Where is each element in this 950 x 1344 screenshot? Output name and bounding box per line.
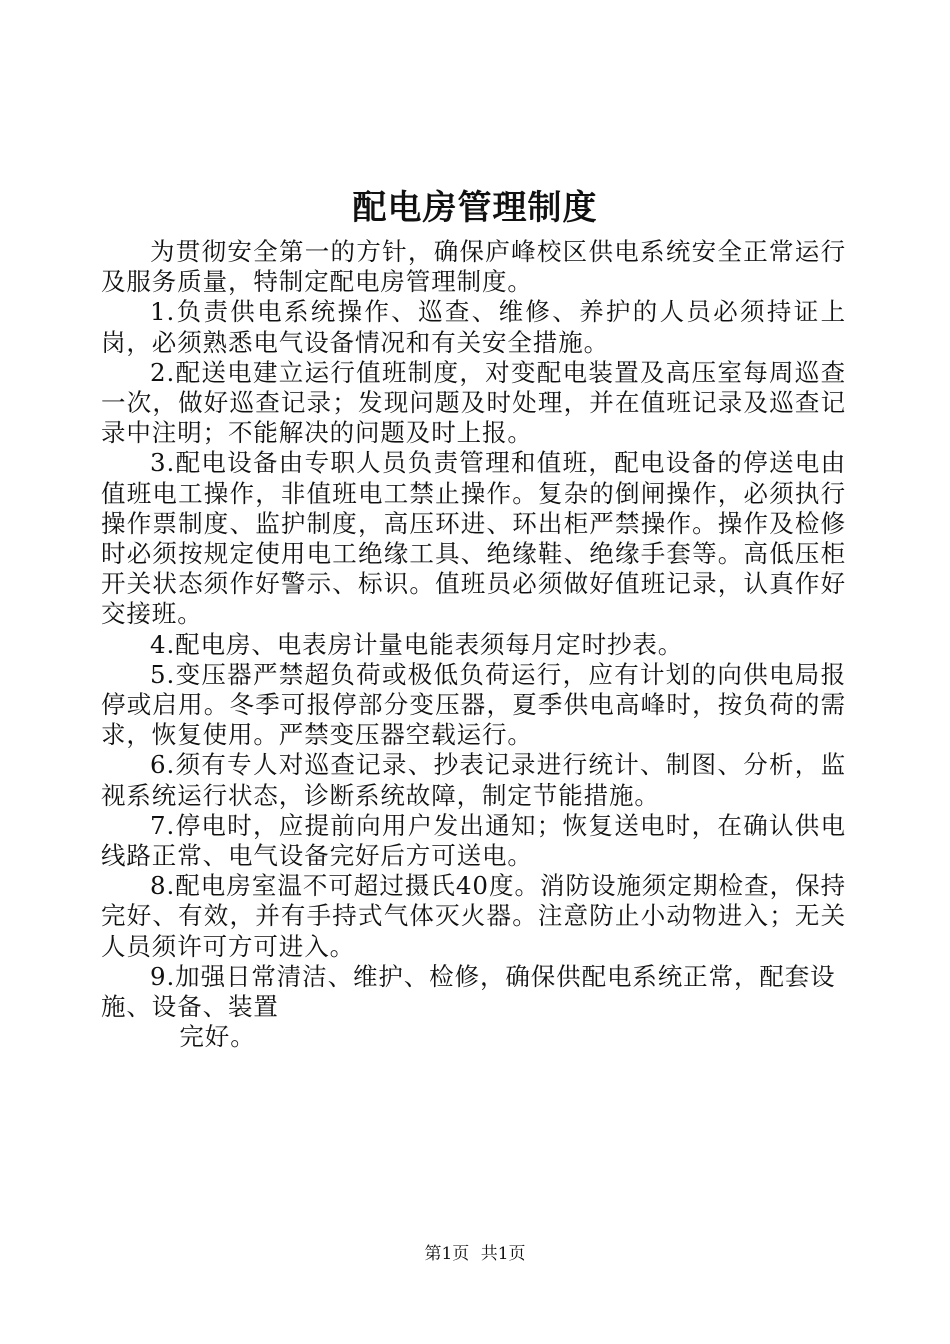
rule-3-paragraph: 3.配电设备由专职人员负责管理和值班，配电设备的停送电由值班电工操作，非值班电工禁止操作。复杂的倒闸操作，必须执行操作票制度、监护制度，高压环进、环出柜严禁操作。操作及检修时必须按规定使用电工绝缘工具、绝缘鞋、绝缘手套等。高低压柜开关状态须作好警示、标识。值班员必须做好值班记录，认真作好交接班。 — [101, 448, 846, 629]
rule-5-paragraph: 5.变压器严禁超负荷或极低负荷运行，应有计划的向供电局报停或启用。冬季可报停部分变压器，夏季供电高峰时，按负荷的需求，恢复使用。严禁变压器空载运行。 — [101, 659, 846, 750]
document-body — [101, 237, 846, 1052]
rule-6-paragraph: 6.须有专人对巡查记录、抄表记录进行统计、制图、分析，监视系统运行状态，诊断系统故障，制定节能措施。 — [101, 750, 846, 810]
rule-9-paragraph: 9.加强日常清洁、维护、检修，确保供配电系统正常，配套设施、设备、装置 — [101, 961, 836, 1022]
rule-1-paragraph: 1.负责供电系统操作、巡查、维修、养护的人员必须持证上岗，必须熟悉电气设备情况和有关安全措施。 — [101, 297, 846, 357]
rule-8-paragraph: 8.配电房室温不可超过摄氏40度。消防设施须定期检查，保持完好、有效，并有手持式气体灭火器。注意防止小动物进入；无关人员须许可方可进入。 — [101, 871, 846, 961]
page-total: 共1页 — [480, 1244, 526, 1264]
page-number: 第1页 — [424, 1244, 470, 1264]
page-footer — [0, 1242, 950, 1266]
rule-2-paragraph: 2.配送电建立运行值班制度，对变配电装置及高压室每周巡查一次，做好巡查记录；发现问题及时处理，并在值班记录及巡查记录中注明；不能解决的问题及时上报。 — [101, 357, 846, 448]
document-title: 配电房管理制度 — [352, 188, 598, 228]
rule-4-paragraph: 4.配电房、电表房计量电能表须每月定时抄表。 — [150, 629, 684, 659]
intro-paragraph: 为贯彻安全第一的方针，确保庐峰校区供电系统安全正常运行及服务质量，特制定配电房管理制度。 — [101, 237, 846, 297]
rule-7-paragraph: 7.停电时，应提前向用户发出通知；恢复送电时，在确认供电线路正常、电气设备完好后方可送电。 — [101, 810, 846, 871]
rule-9-tail: 完好。 — [179, 1022, 256, 1052]
